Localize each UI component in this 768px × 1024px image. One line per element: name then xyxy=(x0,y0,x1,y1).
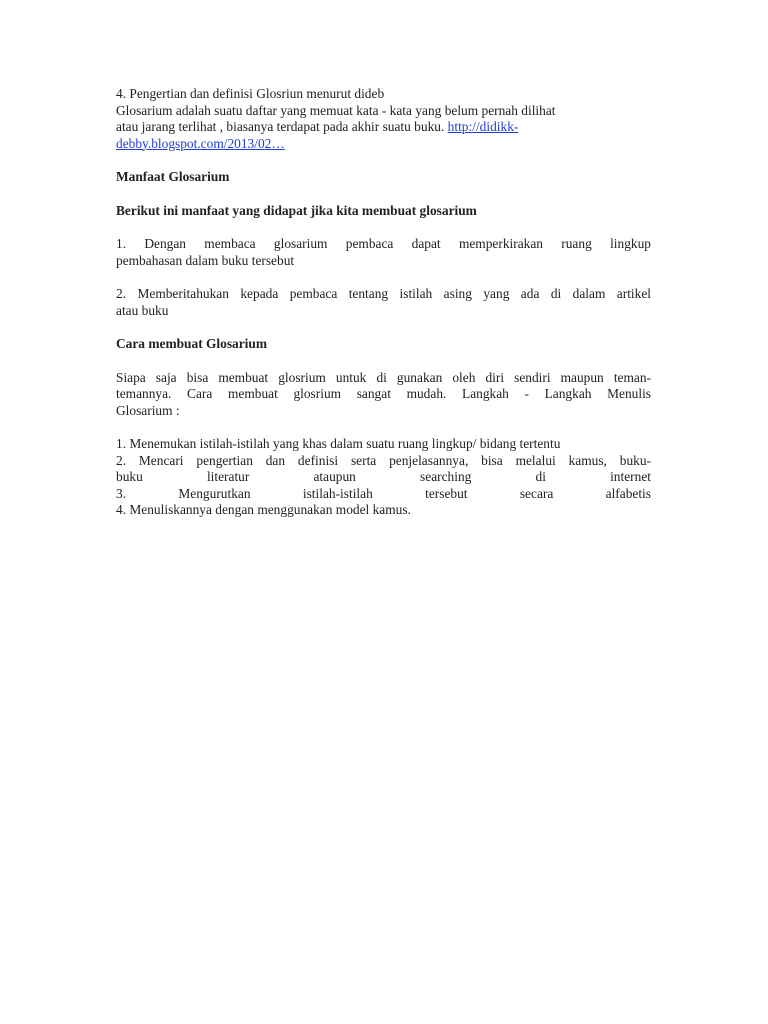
manfaat-item-2-line-2: atau buku xyxy=(116,302,169,318)
manfaat-item-1-line-1: 1. Dengan membaca glosarium pembaca dapat memperkirakan ruang lingkup xyxy=(116,236,651,251)
intro-definition-line: Glosarium adalah suatu daftar yang memuat kata - kata yang belum pernah dilihat xyxy=(116,102,556,118)
manfaat-item-2-line-1: 2. Memberitahukan kepada pembaca tentang istilah asing yang ada di dalam artikel xyxy=(116,286,651,301)
cara-step-2-line-2: buku literatur ataupun searching di internet xyxy=(116,469,651,484)
intro-title-line: 4. Pengertian dan definisi Glosriun menurut dideb xyxy=(116,86,385,101)
cara-paragraph-line-1: Siapa saja bisa membuat glosrium untuk di gunakan oleh diri sendiri maupun teman- xyxy=(116,369,651,385)
cara-step-4: 4. Menuliskannya dengan menggunakan model kamus. xyxy=(116,502,411,517)
cara-paragraph-line-3: Glosarium : xyxy=(116,402,180,418)
intro-definition-line-2 xyxy=(116,119,651,136)
document-page xyxy=(116,86,651,519)
cara-heading: Cara membuat Glosarium xyxy=(116,336,268,351)
source-link-part-1[interactable]: http://didikk- xyxy=(447,119,519,134)
source-link-part-2[interactable]: debby.blogspot.com/2013/02… xyxy=(116,135,285,151)
intro-definition-text: atau jarang terlihat , biasanya terdapat pada akhir suatu buku. xyxy=(116,119,448,134)
cara-step-1: 1. Menemukan istilah-istilah yang khas dalam suatu ruang lingkup/ bidang tertentu xyxy=(116,436,561,451)
manfaat-heading: Manfaat Glosarium xyxy=(116,169,230,184)
cara-step-3: 3. Mengurutkan istilah-istilah tersebut secara alfabetis xyxy=(116,485,651,501)
cara-paragraph-line-2: temannya. Cara membuat glosrium sangat mudah. Langkah - Langkah Menulis xyxy=(116,386,651,401)
cara-step-2-line-1: 2. Mencari pengertian dan definisi serta penjelasannya, bisa melalui kamus, buku- xyxy=(116,452,651,468)
manfaat-subheading: Berikut ini manfaat yang didapat jika kita membuat glosarium xyxy=(116,202,477,218)
manfaat-item-1-line-2: pembahasan dalam buku tersebut xyxy=(116,252,295,268)
source-link-line xyxy=(116,136,651,153)
